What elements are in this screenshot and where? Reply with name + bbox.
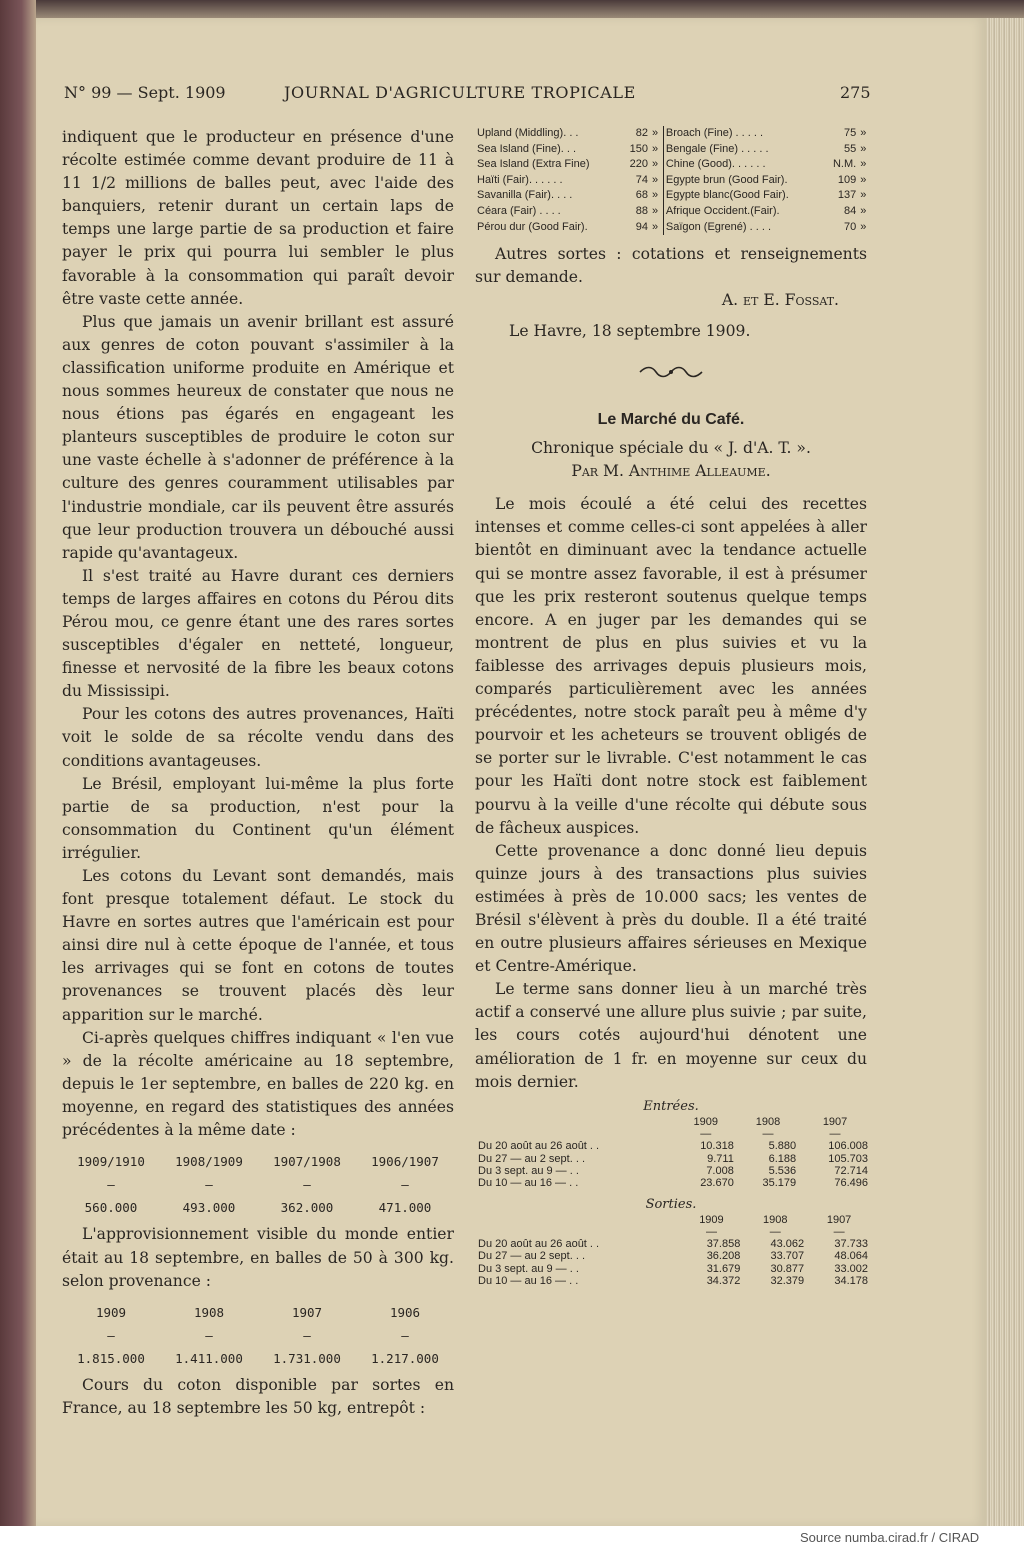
data-row	[475, 1250, 871, 1262]
paragraph: Le mois écoulé a été celui des recettes intenses et comme celles-ci sont appelées à aller bientôt en diminuant avec la tendance actuelle qui se montre assez favorable, il est à présumer que les prix resteront soutenus quelque temps encore. A en juger par les demandes qui se montrent de plus en plus suivies et vu la faiblesse des arrivages depuis plusieurs mois, comparés particulièrement avec les années précédentes, notre stock paraît peu à même d'y pourvoir et les acheteurs se trouvent obligés de se porter sur le livrable. C'est notamment le cas pour les Haïti dont notre stock est faiblement pourvu à la veille d'une récolte qui débute sous de fâcheux auspices.	[475, 495, 867, 837]
period-label: Du 27 — au 2 sept. . .	[478, 1250, 586, 1263]
period-label: Du 10 — au 16 — . .	[478, 1274, 579, 1287]
blank-cell	[475, 1214, 680, 1226]
sack-count: 76.496	[834, 1177, 868, 1190]
period-label: Du 10 — au 16 — . .	[478, 1177, 579, 1190]
year-header: 1907	[291, 1304, 323, 1320]
issue-number: N° 99 — Sept. 1909	[64, 83, 226, 102]
price-value: 94	[635, 220, 648, 233]
variety-name: Pérou dur (Good Fair).	[477, 220, 588, 233]
binding-left	[0, 0, 36, 1526]
ditto-mark: »	[650, 220, 663, 236]
value-cell: 1.217.000	[371, 1350, 439, 1366]
ditto-mark: »	[650, 157, 663, 173]
price-row	[475, 188, 871, 204]
sack-count: 43.062	[770, 1238, 805, 1251]
paragraph: indiquent que le producteur en présence d'une récolte estimée comme devant produire de 11 à 11 1/2 millions de balles peut, avec l'aide des banquiers, retenir durant un certain laps de temps une large partie de sa production et faire payer le prix qui pourra lui sembler le plus favorable à la consommation qui paraît devoir être vaste cette année.	[62, 128, 454, 308]
sack-count: 5.536	[768, 1164, 797, 1177]
value-cell: 560.000	[84, 1200, 138, 1216]
sack-count: 48.064	[834, 1250, 868, 1263]
source-credit: Source numba.cirad.fr / CIRAD	[800, 1530, 980, 1545]
price-value: 84	[843, 204, 857, 217]
ditto-mark: »	[860, 204, 867, 217]
variety-name: Afrique Occident.(Fair).	[665, 204, 780, 217]
sack-count: 33.002	[834, 1262, 868, 1275]
period-label: Du 3 sept. au 9 — . .	[478, 1262, 579, 1275]
section-title: Le Marché du Café.	[597, 411, 745, 428]
entrees-table	[475, 1116, 871, 1190]
value-cell: 471.000	[378, 1200, 432, 1216]
sack-count: 35.179	[762, 1177, 797, 1190]
signature: A. et E. Fossat.	[721, 291, 839, 310]
sack-count: 10.318	[700, 1140, 734, 1153]
data-row	[475, 1263, 871, 1275]
dash: —	[769, 1225, 781, 1238]
dash-row	[475, 1226, 871, 1238]
sack-count: 7.008	[706, 1164, 734, 1177]
sack-count: 33.707	[770, 1250, 805, 1263]
sack-count: 36.208	[706, 1250, 741, 1263]
ditto-mark: »	[860, 142, 867, 155]
value-cell: 1.731.000	[273, 1350, 341, 1366]
sack-count: 23.670	[700, 1177, 734, 1190]
sack-count: 34.178	[834, 1274, 868, 1287]
sack-count: 37.858	[706, 1238, 741, 1251]
dash: —	[829, 1128, 841, 1141]
sack-count: 34.372	[706, 1274, 741, 1287]
dateline: Le Havre, 18 septembre 1909.	[509, 322, 751, 341]
price-value: 137	[837, 189, 857, 202]
data-row	[475, 1153, 871, 1165]
subtitle: Chronique spéciale du « J. d'A. T. ».	[531, 439, 811, 458]
page-number: 275	[840, 83, 871, 102]
price-row	[475, 204, 871, 220]
year-header: 1906	[389, 1304, 421, 1320]
sorties-title: Sorties.	[645, 1196, 697, 1212]
variety-name: Sea Island (Extra Fine)	[477, 158, 590, 171]
period-label: Du 20 août au 26 août . .	[478, 1140, 600, 1153]
period-label: Du 3 sept. au 9 — . .	[478, 1164, 579, 1177]
price-value: 68	[635, 189, 648, 202]
price-value: N.M.	[832, 158, 857, 171]
author: Par M. Anthime Alleaume.	[571, 462, 771, 481]
paragraph: Il s'est traité au Havre durant ces derniers temps de larges affaires en cotons du Pérou dits Pérou mou, ce genre étant une des rares sortes susceptibles d'égaler en netteté, longueur, finesse et nervosité de la fibre les beaux cotons du Mississipi.	[62, 566, 454, 701]
price-value: 109	[837, 173, 857, 186]
year-header: 1909/1910	[77, 1154, 145, 1170]
sack-count: 31.679	[706, 1262, 741, 1275]
blank-cell	[475, 1226, 680, 1238]
sack-count: 6.188	[768, 1152, 797, 1165]
ornament-divider	[636, 364, 706, 378]
value-cell: 1.815.000	[77, 1350, 145, 1366]
ditto-mark: »	[650, 173, 663, 189]
variety-name: Broach (Fine) . . . . .	[665, 127, 764, 139]
dash: —	[705, 1225, 717, 1238]
variety-name: Egypte brun (Good Fair).	[665, 173, 788, 186]
paragraph: Autres sortes : cotations et renseignements sur demande.	[475, 245, 867, 287]
data-row	[475, 1140, 871, 1152]
ditto-mark: »	[650, 126, 663, 142]
variety-name: Céara (Fair) . . . .	[477, 204, 561, 217]
year-header: 1908	[755, 1115, 781, 1128]
stock-table: 1909 1908 1907 1906 — — — — 1.815.000 1.411.000 1.731.000 1.217.000	[62, 1301, 454, 1370]
dash: —	[700, 1128, 712, 1141]
data-row	[475, 1275, 871, 1287]
value-cell: 493.000	[182, 1200, 236, 1216]
price-value: 70	[843, 220, 857, 233]
price-row	[475, 126, 871, 142]
dash: —	[762, 1128, 774, 1141]
data-row	[475, 1238, 871, 1250]
paragraph: Cours du coton disponible par sortes en France, au 18 septembre les 50 kg, entrepôt :	[62, 1375, 454, 1418]
year-header: 1907	[826, 1213, 852, 1226]
price-value: 82	[635, 127, 648, 139]
sack-count: 5.880	[768, 1140, 797, 1153]
data-row	[475, 1165, 871, 1177]
price-value: 220	[629, 158, 648, 171]
page-edges	[986, 18, 1024, 1526]
paragraph: Ci-après quelques chiffres indiquant « l'en vue » de la récolte américaine au 18 septembre, depuis le 1er septembre, en balles de 220 kg. en moyenne, en regard des statistiques des années précédentes à la même date :	[62, 1028, 454, 1140]
blank-cell	[475, 1116, 675, 1128]
paragraph: Pour les cotons des autres provenances, Haïti voit le solde de sa récolte vendu dans des conditions avantageuses.	[62, 705, 454, 770]
variety-name: Bengale (Fine) . . . . .	[665, 142, 769, 155]
paragraph: Cette provenance a donc donné lieu depuis quinze jours à des transactions plus suivies estimées à près de 10.000 sacs; les ventes de Brésil s'élèvent à près du double. Il a été traité en outre plusieurs affaires sérieuses en Mexique et Centre-Amérique.	[475, 841, 867, 976]
sack-count: 72.714	[834, 1164, 868, 1177]
sorties-table	[475, 1214, 871, 1288]
dash: —	[833, 1225, 845, 1238]
variety-name: Egypte blanc(Good Fair).	[665, 189, 789, 202]
year-row	[475, 1116, 871, 1128]
variety-name: Saïgon (Egrené) . . . .	[665, 220, 772, 233]
en-vue-table: 1909/1910 1908/1909 1907/1908 1906/1907 — — — — 560.000 493.000 362.000 471.000	[62, 1150, 454, 1219]
period-label: Du 20 août au 26 août . .	[478, 1238, 600, 1251]
sack-count: 32.379	[770, 1274, 805, 1287]
price-value: 150	[629, 142, 648, 155]
year-header: 1908	[193, 1304, 225, 1320]
paragraph: Plus que jamais un avenir brillant est assuré aux genres de coton pouvant s'assimiler à la classification uniforme produite en Amérique et nous sommes heureux de constater que nous ne nous étions pas égarés en engageant les planteurs susceptibles de produire le coton sur une vaste échelle à s'adonner de préférence à la culture des genres couramment utilisables par l'industrie mondiale, car ils peuvent être assurés que leur production trouvera un débouché aussi rapide qu'avantageux.	[62, 312, 454, 562]
entrees-title: Entrées.	[643, 1098, 699, 1114]
right-column-top	[475, 243, 867, 343]
journal-title: JOURNAL D'AGRICULTURE TROPICALE	[284, 83, 636, 102]
ditto-mark: »	[650, 188, 663, 204]
ditto-mark: »	[860, 127, 867, 139]
value-cell: 1.411.000	[175, 1350, 243, 1366]
sack-count: 106.008	[828, 1140, 868, 1153]
variety-name: Sea Island (Fine). . .	[477, 142, 577, 155]
ditto-mark: »	[650, 204, 663, 220]
right-column-cafe	[475, 408, 867, 1287]
variety-name: Savanilla (Fair). . . .	[477, 189, 573, 202]
year-row	[475, 1214, 871, 1226]
data-row	[475, 1177, 871, 1189]
binding-top	[0, 0, 1024, 18]
ditto-mark: »	[860, 158, 867, 171]
variety-name: Haïti (Fair). . . . . .	[477, 173, 563, 186]
price-row	[475, 142, 871, 158]
ditto-mark: »	[860, 220, 867, 233]
price-value: 88	[635, 204, 648, 217]
sack-count: 9.711	[707, 1152, 734, 1165]
value-cell: 362.000	[280, 1200, 334, 1216]
blank-cell	[475, 1128, 675, 1140]
cotton-prices	[475, 126, 871, 235]
year-header: 1907	[822, 1115, 848, 1128]
paragraph: L'approvisionnement visible du monde entier était au 18 septembre, en balles de 50 à 300 kg. selon provenance :	[62, 1225, 454, 1290]
price-row	[475, 157, 871, 173]
left-column	[62, 126, 454, 1420]
year-header: 1908/1909	[175, 1154, 243, 1170]
dash-row	[475, 1128, 871, 1140]
sack-count: 37.733	[834, 1238, 868, 1251]
price-value: 74	[635, 173, 648, 186]
ditto-mark: »	[860, 173, 867, 186]
variety-name: Chine (Good). . . . . .	[665, 158, 766, 171]
year-header: 1906/1907	[371, 1154, 439, 1170]
year-header: 1909	[95, 1304, 127, 1320]
price-value: 55	[843, 142, 857, 155]
year-header: 1908	[763, 1213, 788, 1226]
price-row	[475, 173, 871, 189]
paragraph: Le Brésil, employant lui-même la plus forte partie de sa production, n'est pour la consommation du Continent qu'un élément irrégulier.	[62, 774, 454, 862]
ditto-mark: »	[860, 189, 867, 202]
cotton-prices-table	[475, 126, 871, 235]
year-header: 1909	[693, 1115, 718, 1128]
ditto-mark: »	[650, 142, 663, 158]
paragraph: Le terme sans donner lieu à un marché très actif a conservé une allure plus suivie ; par suite, les cours cotés aujourd'hui dénotent une amélioration de 1 fr. en moyenne sur ceux du mois dernier.	[475, 980, 867, 1091]
paragraph: Les cotons du Levant sont demandés, mais font presque totalement défaut. Le stock du Havre en sortes autres que l'américain est pour ainsi dire nul à cette époque de l'année, et tous les arrivages qui se font en cotons de toutes provenances se trouvent placés dès leur apparition sur le marché.	[62, 867, 454, 1024]
price-value: 75	[843, 127, 857, 139]
sack-count: 30.877	[770, 1262, 805, 1275]
variety-name: Upland (Middling). . .	[477, 127, 579, 139]
year-header: 1909	[699, 1213, 724, 1226]
sack-count: 105.703	[828, 1152, 868, 1165]
price-row	[475, 220, 871, 236]
period-label: Du 27 — au 2 sept. . .	[478, 1152, 586, 1165]
year-header: 1907/1908	[273, 1154, 341, 1170]
